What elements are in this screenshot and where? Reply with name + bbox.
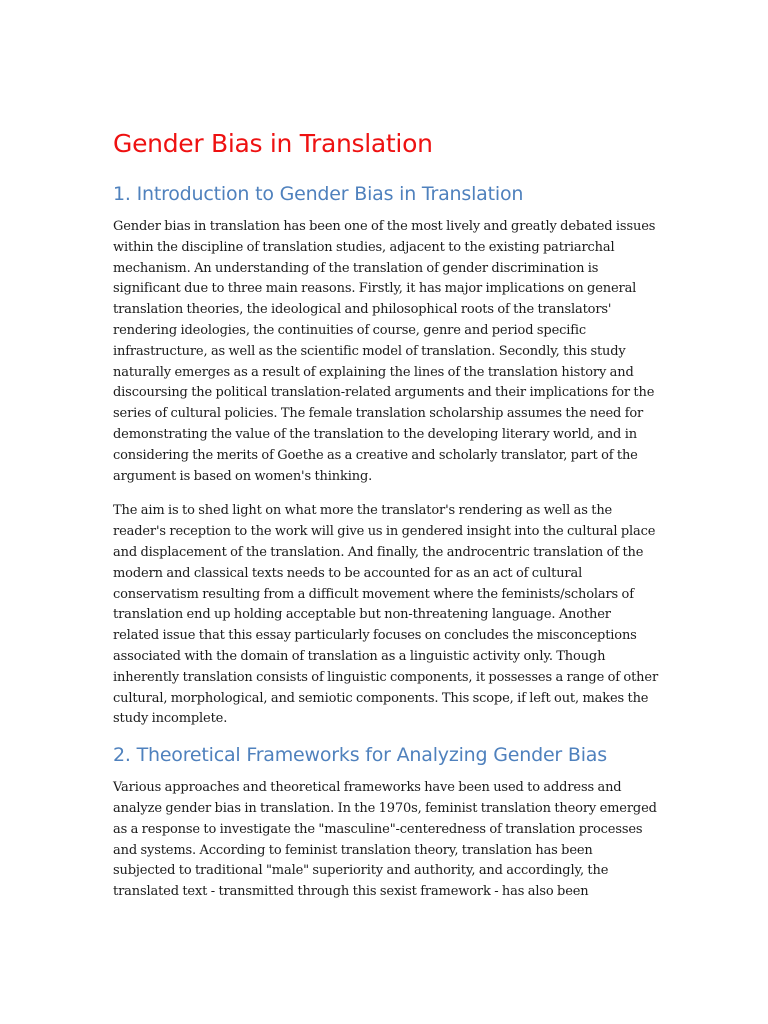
section-heading-theoretical-frameworks: 2. Theoretical Frameworks for Analyzing Gender Bias [113, 744, 607, 767]
document-content [113, 126, 658, 903]
section-heading-introduction: 1. Introduction to Gender Bias in Translation [113, 183, 524, 205]
paragraph-introduction-2: The aim is to shed light on what more the translator's rendering as well as the reader's reception to the work will give us in gendered insight into the cultural place and displacement of the translation. And finally, the androcentric translation of the modern and classical texts needs to be accounted for as an act of cultural conservatism resulting from a difficult movement where the feminists/scholars of translation end up holding acceptable but non-threatening language. Another related issue that this essay particularly focuses on concludes the misconceptions associated with the domain of translation as a linguistic activity only. Though inherently translation consists of linguistic components, it possesses a range of other cultural, morphological, and semiotic components. This scope, if left out, makes the study incomplete. [113, 503, 659, 727]
document-title: Gender Bias in Translation [113, 129, 433, 158]
paragraph-theoretical-frameworks-1: Various approaches and theoretical frameworks have been used to address and analyze gender bias in translation. In the 1970s, feminist translation theory emerged as a response to investigate the "masculine"-centeredness of translation processes and systems. According to feminist translation theory, translation has been subjected to traditional "male" superiority and authority, and accordingly, the translated text - transmitted through this sexist framework - has also been [113, 780, 657, 900]
paragraph-introduction-1: Gender bias in translation has been one of the most lively and greatly debated issues within the discipline of translation studies, adjacent to the existing patriarchal mechanism. An understanding of the translation of gender discrimination is significant due to three main reasons. Firstly, it has major implications on general translation theories, the ideological and philosophical roots of the translators' rendering ideologies, the continuities of course, genre and period specific infrastructure, as well as the scientific model of translation. Secondly, this study naturally emerges as a result of explaining the lines of the translation history and discoursing the political translation-related arguments and their implications for the series of cultural policies. The female translation scholarship assumes the need for demonstrating the value of the translation to the developing literary world, and in considering the merits of Goethe as a creative and scholarly translator, part of the argument is based on women's thinking. [113, 219, 656, 484]
